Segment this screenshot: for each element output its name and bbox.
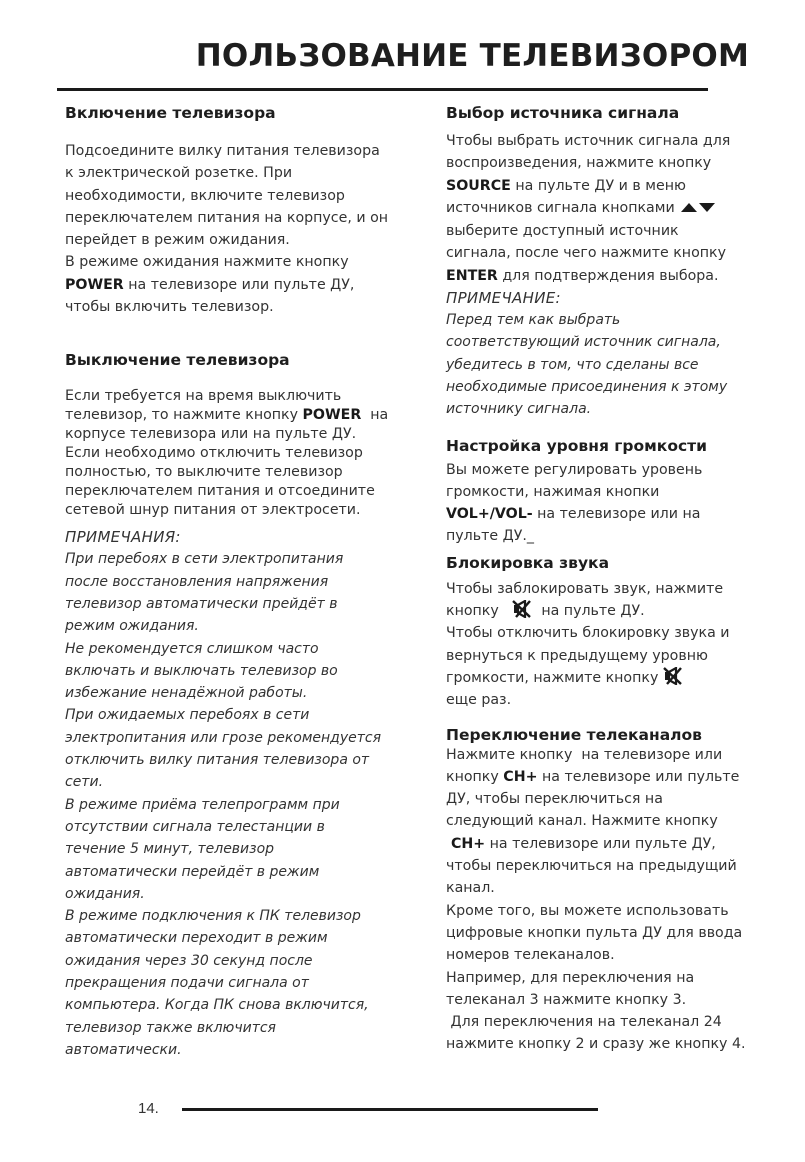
text-line: воспроизведения, нажмите кнопку xyxy=(446,155,712,172)
note-line: автоматически. xyxy=(65,1041,182,1058)
text-line: ДУ, чтобы переключиться на xyxy=(446,791,663,808)
text-line: переключателем питания на корпусе, и он xyxy=(65,209,389,226)
text-line: Если требуется на время выключить xyxy=(65,388,342,405)
text-line: CH+ на телевизоре или пульте ДУ, xyxy=(446,835,716,852)
text-line: источников сигнала кнопками xyxy=(446,197,756,220)
text-line: Для переключения на телеканал 24 xyxy=(446,1014,722,1031)
note-line: необходимые присоединения к этому xyxy=(446,378,728,395)
text-line: телеканал 3 нажмите кнопку 3. xyxy=(446,991,687,1008)
text-line: нажмите кнопку 2 и сразу же кнопку 4. xyxy=(446,1036,746,1053)
note-line: ожидания через 30 секунд после xyxy=(65,952,313,969)
section-volume xyxy=(446,437,756,548)
note-line: отключить вилку питания телевизора от xyxy=(65,752,370,769)
note-line: убедитесь в том, что сделаны все xyxy=(446,356,699,373)
text-line: Чтобы выбрать источник сигнала для xyxy=(446,133,731,149)
section-heading: Выбор источника сигнала xyxy=(446,104,680,122)
section-power-off xyxy=(65,351,395,1061)
text-line: громкости, нажмите кнопку xyxy=(446,667,756,689)
note-line: При ожидаемых перебоях в сети xyxy=(65,707,310,724)
text-line: сетевой шнур питания от электросети. xyxy=(65,502,361,519)
note-line: Не рекомендуется слишком часто xyxy=(65,640,319,657)
text-line: телевизор, то нажмите кнопку POWER на xyxy=(65,407,389,424)
text-line: цифровые кнопки пульта ДУ для ввода xyxy=(446,924,743,941)
text-line: чтобы переключиться на предыдущий xyxy=(446,858,737,875)
note-line: автоматически переходит в режим xyxy=(65,930,328,947)
text-line: необходимости, включите телевизор xyxy=(65,187,345,204)
left-column xyxy=(65,104,395,1061)
note-label: ПРИМЕЧАНИЕ: xyxy=(446,289,561,308)
note-line: При перебоях в сети электропитания xyxy=(65,551,344,568)
text-line: громкости, нажимая кнопки xyxy=(446,483,660,500)
text-line: канал. xyxy=(446,880,495,897)
section-power-on xyxy=(65,104,395,318)
text-line: ENTER для подтверждения выбора. xyxy=(446,267,719,284)
note-line: прекращения подачи сигнала от xyxy=(65,975,309,992)
note-line: автоматически перейдёт в режим xyxy=(65,863,320,880)
text-line: чтобы включить телевизор. xyxy=(65,299,274,316)
text-line: сигнала, после чего нажмите кнопку xyxy=(446,245,726,262)
section-heading: Настройка уровня громкости xyxy=(446,436,708,455)
section-mute xyxy=(446,554,756,712)
note-line: соответствующий источник сигнала, xyxy=(446,334,721,351)
note-line: Перед тем как выбрать xyxy=(446,312,621,329)
section-channels xyxy=(446,726,756,1056)
text-line: кнопку на пульте ДУ. xyxy=(446,600,756,622)
ch-plus-key-label: CH+ xyxy=(446,835,486,852)
section-heading: Блокировка звука xyxy=(446,553,610,572)
text-line: В режиме ожидания нажмите кнопку xyxy=(65,254,349,271)
enter-key-label: ENTER xyxy=(446,267,498,284)
text-line: вернуться к предыдущему уровню xyxy=(446,647,708,664)
text-line: полностью, то выключите телевизор xyxy=(65,464,343,481)
text-line: POWER на телевизоре или пульте ДУ, xyxy=(65,276,355,293)
volume-key-label: VOL+/VOL- xyxy=(446,506,533,523)
section-source xyxy=(446,104,756,421)
section-heading: Включение телевизора xyxy=(65,104,276,122)
section-heading: Выключение телевизора xyxy=(65,351,290,370)
top-divider xyxy=(57,88,708,91)
note-line: электропитания или грозе рекомендуется xyxy=(65,729,382,746)
text-line: Если необходимо отключить телевизор xyxy=(65,445,363,462)
page-number: 14. xyxy=(138,1100,159,1117)
text-line: Вы можете регулировать уровень xyxy=(446,461,703,478)
note-line: В режиме подключения к ПК телевизор xyxy=(65,908,361,925)
power-key-label: POWER xyxy=(302,407,362,424)
text-line: Чтобы заблокировать звук, нажмите xyxy=(446,580,724,597)
note-line: течение 5 минут, телевизор xyxy=(65,841,275,858)
bottom-divider xyxy=(182,1108,598,1111)
note-line: источнику сигнала. xyxy=(446,401,592,418)
note-line: избежание ненадёжной работы. xyxy=(65,685,308,702)
text-line: VOL+/VOL- на телевизоре или на xyxy=(446,506,701,523)
text-line: переключателем питания и отсоедините xyxy=(65,483,375,500)
note-line: В режиме приёма телепрограмм при xyxy=(65,796,340,813)
power-key-label: POWER xyxy=(65,276,124,293)
note-line: отсутствии сигнала телестанции в xyxy=(65,818,325,835)
text-line: SOURCE на пульте ДУ и в меню xyxy=(446,177,686,194)
text-line: Нажмите кнопку на телевизоре или xyxy=(446,746,723,763)
up-down-arrows-icon xyxy=(679,198,717,220)
note-line: сети. xyxy=(65,774,104,791)
text-line: кнопку CH+ на телевизоре или пульте xyxy=(446,768,740,785)
text-line: Например, для переключения на xyxy=(446,969,695,986)
mute-speaker-icon xyxy=(663,667,683,685)
source-key-label: SOURCE xyxy=(446,177,511,194)
note-line: компьютера. Когда ПК снова включится, xyxy=(65,997,369,1014)
section-heading: Переключение телеканалов xyxy=(446,725,702,744)
note-line: режим ожидания. xyxy=(65,618,199,635)
text-line: перейдет в режим ожидания. xyxy=(65,232,290,249)
notes-label: ПРИМЕЧАНИЯ: xyxy=(65,528,181,547)
mute-speaker-icon xyxy=(512,600,532,618)
text-line: Подсоедините вилку питания телевизора xyxy=(65,143,380,159)
text-line: Кроме того, вы можете использовать xyxy=(446,902,729,919)
text-line: еще раз. xyxy=(446,692,512,709)
note-line: включать и выключать телевизор во xyxy=(65,662,338,679)
text-line: пульте ДУ._ xyxy=(446,528,534,545)
page-title: ПОЛЬЗОВАНИЕ ТЕЛЕВИЗОРОМ xyxy=(195,38,749,74)
text-line: выберите доступный источник xyxy=(446,223,679,240)
right-column xyxy=(446,104,756,1056)
text-line: следующий канал. Нажмите кнопку xyxy=(446,813,718,830)
notes-list xyxy=(65,548,395,1061)
note-line: после восстановления напряжения xyxy=(65,573,329,590)
note-line: телевизор автоматически прейдёт в xyxy=(65,595,338,612)
text-line: Чтобы отключить блокировку звука и xyxy=(446,625,730,642)
text-line: корпусе телевизора или на пульте ДУ. xyxy=(65,426,357,443)
note-line: телевизор также включится xyxy=(65,1019,276,1036)
text-line: номеров телеканалов. xyxy=(446,947,615,964)
text-line: к электрической розетке. При xyxy=(65,165,293,182)
note-line: ожидания. xyxy=(65,885,145,902)
ch-plus-key-label: CH+ xyxy=(503,768,538,785)
